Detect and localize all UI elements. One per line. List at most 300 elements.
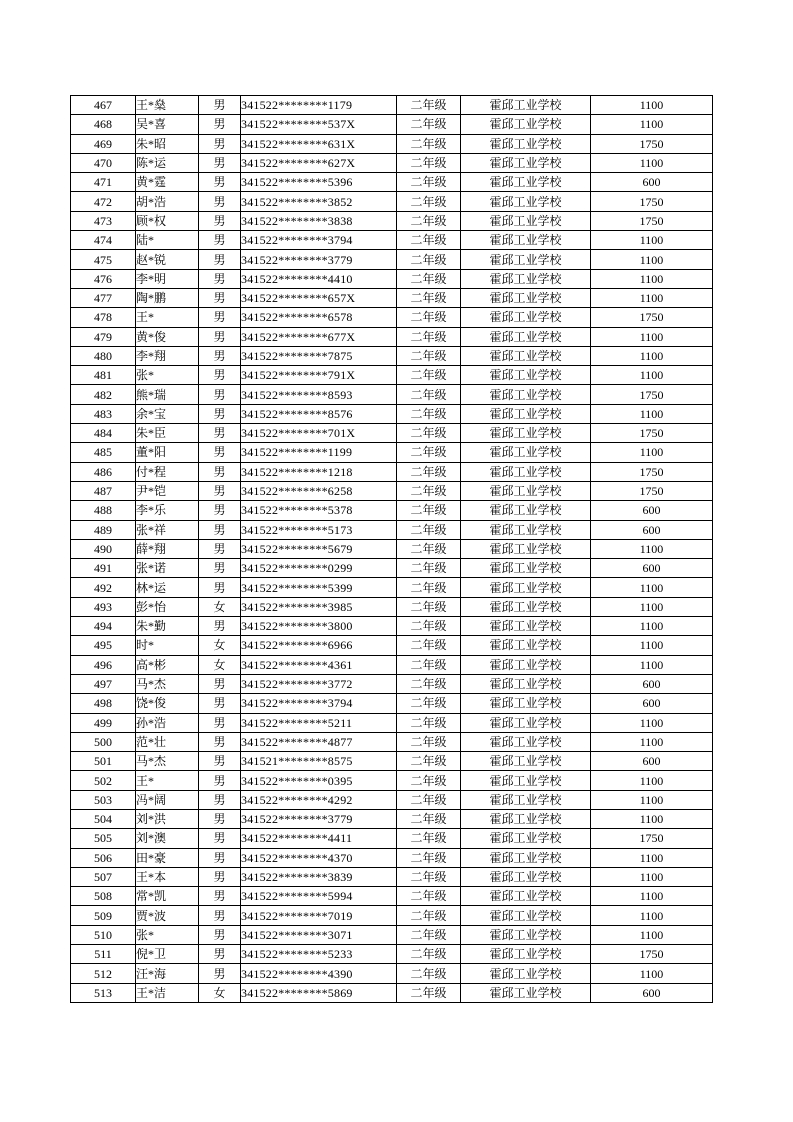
- cell-school: 霍邱工业学校: [461, 906, 591, 925]
- cell-gender: 男: [199, 443, 241, 462]
- cell-no: 467: [71, 96, 136, 115]
- cell-school: 霍邱工业学校: [461, 771, 591, 790]
- cell-amount: 600: [591, 520, 713, 539]
- cell-gender: 男: [199, 424, 241, 443]
- cell-no: 504: [71, 809, 136, 828]
- cell-grade: 二年级: [397, 887, 461, 906]
- cell-grade: 二年级: [397, 346, 461, 365]
- cell-school: 霍邱工业学校: [461, 964, 591, 983]
- table-row: [71, 462, 713, 481]
- cell-name: 付*程: [136, 462, 199, 481]
- cell-name: 时*: [136, 636, 199, 655]
- cell-grade: 二年级: [397, 945, 461, 964]
- cell-no: 499: [71, 713, 136, 732]
- cell-grade: 二年级: [397, 404, 461, 423]
- cell-gender: 男: [199, 713, 241, 732]
- cell-grade: 二年级: [397, 288, 461, 307]
- cell-gender: 男: [199, 346, 241, 365]
- table-row: [71, 578, 713, 597]
- cell-id: 341522********4410: [241, 269, 397, 288]
- cell-gender: 女: [199, 636, 241, 655]
- cell-grade: 二年级: [397, 462, 461, 481]
- cell-amount: 1750: [591, 945, 713, 964]
- cell-name: 李*乐: [136, 501, 199, 520]
- cell-gender: 男: [199, 192, 241, 211]
- cell-id: 341522********1199: [241, 443, 397, 462]
- table-row: [71, 288, 713, 307]
- cell-gender: 男: [199, 848, 241, 867]
- cell-id: 341522********7875: [241, 346, 397, 365]
- cell-school: 霍邱工业学校: [461, 520, 591, 539]
- cell-school: 霍邱工业学校: [461, 617, 591, 636]
- cell-gender: 男: [199, 462, 241, 481]
- cell-id: 341522********5994: [241, 887, 397, 906]
- cell-school: 霍邱工业学校: [461, 288, 591, 307]
- cell-gender: 男: [199, 829, 241, 848]
- cell-no: 475: [71, 250, 136, 269]
- cell-gender: 男: [199, 173, 241, 192]
- cell-grade: 二年级: [397, 771, 461, 790]
- cell-no: 497: [71, 674, 136, 693]
- cell-no: 500: [71, 732, 136, 751]
- cell-grade: 二年级: [397, 327, 461, 346]
- cell-id: 341522********4390: [241, 964, 397, 983]
- cell-id: 341522********6578: [241, 308, 397, 327]
- cell-id: 341522********631X: [241, 134, 397, 153]
- cell-school: 霍邱工业学校: [461, 250, 591, 269]
- table-row: [71, 559, 713, 578]
- table-row: [71, 539, 713, 558]
- cell-name: 朱*昭: [136, 134, 199, 153]
- cell-amount: 600: [591, 674, 713, 693]
- cell-school: 霍邱工业学校: [461, 559, 591, 578]
- cell-grade: 二年级: [397, 713, 461, 732]
- cell-id: 341522********3839: [241, 867, 397, 886]
- cell-school: 霍邱工业学校: [461, 443, 591, 462]
- cell-id: 341522********5679: [241, 539, 397, 558]
- cell-gender: 男: [199, 269, 241, 288]
- table-row: [71, 732, 713, 751]
- table-row: [71, 443, 713, 462]
- cell-grade: 二年级: [397, 925, 461, 944]
- cell-no: 502: [71, 771, 136, 790]
- table-row: [71, 694, 713, 713]
- table-row: [71, 790, 713, 809]
- cell-school: 霍邱工业学校: [461, 346, 591, 365]
- cell-name: 张*: [136, 366, 199, 385]
- cell-grade: 二年级: [397, 539, 461, 558]
- table-row: [71, 250, 713, 269]
- table-row: [71, 308, 713, 327]
- cell-no: 478: [71, 308, 136, 327]
- cell-school: 霍邱工业学校: [461, 887, 591, 906]
- cell-id: 341522********3985: [241, 597, 397, 616]
- cell-school: 霍邱工业学校: [461, 153, 591, 172]
- cell-name: 李*明: [136, 269, 199, 288]
- table-row: [71, 366, 713, 385]
- cell-name: 陈*运: [136, 153, 199, 172]
- cell-id: 341522********0395: [241, 771, 397, 790]
- cell-amount: 1100: [591, 732, 713, 751]
- cell-name: 马*杰: [136, 752, 199, 771]
- cell-name: 顾*权: [136, 211, 199, 230]
- cell-gender: 男: [199, 945, 241, 964]
- cell-amount: 600: [591, 501, 713, 520]
- cell-school: 霍邱工业学校: [461, 752, 591, 771]
- cell-name: 薛*翔: [136, 539, 199, 558]
- cell-gender: 男: [199, 867, 241, 886]
- cell-gender: 女: [199, 597, 241, 616]
- cell-no: 482: [71, 385, 136, 404]
- cell-no: 471: [71, 173, 136, 192]
- table-row: [71, 809, 713, 828]
- cell-gender: 男: [199, 520, 241, 539]
- cell-gender: 男: [199, 288, 241, 307]
- cell-name: 张*祥: [136, 520, 199, 539]
- table-row: [71, 964, 713, 983]
- cell-grade: 二年级: [397, 809, 461, 828]
- cell-grade: 二年级: [397, 655, 461, 674]
- cell-amount: 1750: [591, 211, 713, 230]
- cell-grade: 二年级: [397, 732, 461, 751]
- cell-gender: 男: [199, 964, 241, 983]
- cell-school: 霍邱工业学校: [461, 192, 591, 211]
- cell-gender: 男: [199, 771, 241, 790]
- cell-gender: 男: [199, 327, 241, 346]
- cell-id: 341522********3071: [241, 925, 397, 944]
- cell-no: 484: [71, 424, 136, 443]
- cell-no: 510: [71, 925, 136, 944]
- cell-name: 常*凯: [136, 887, 199, 906]
- cell-name: 张*诺: [136, 559, 199, 578]
- cell-no: 507: [71, 867, 136, 886]
- cell-amount: 1100: [591, 288, 713, 307]
- cell-amount: 1100: [591, 636, 713, 655]
- cell-name: 彭*怡: [136, 597, 199, 616]
- cell-school: 霍邱工业学校: [461, 115, 591, 134]
- cell-gender: 男: [199, 385, 241, 404]
- cell-school: 霍邱工业学校: [461, 327, 591, 346]
- cell-id: 341522********3800: [241, 617, 397, 636]
- cell-id: 341522********7019: [241, 906, 397, 925]
- cell-no: 469: [71, 134, 136, 153]
- table-row: [71, 346, 713, 365]
- cell-school: 霍邱工业学校: [461, 134, 591, 153]
- cell-gender: 女: [199, 655, 241, 674]
- cell-id: 341522********5869: [241, 983, 397, 1002]
- cell-gender: 男: [199, 211, 241, 230]
- table-row: [71, 231, 713, 250]
- cell-grade: 二年级: [397, 250, 461, 269]
- table-row: [71, 983, 713, 1002]
- cell-no: 509: [71, 906, 136, 925]
- table-row: [71, 481, 713, 500]
- cell-gender: 男: [199, 153, 241, 172]
- cell-id: 341522********791X: [241, 366, 397, 385]
- cell-gender: 男: [199, 308, 241, 327]
- cell-school: 霍邱工业学校: [461, 945, 591, 964]
- cell-amount: 1100: [591, 771, 713, 790]
- table-row: [71, 848, 713, 867]
- cell-name: 李*翔: [136, 346, 199, 365]
- cell-gender: 男: [199, 501, 241, 520]
- table-row: [71, 424, 713, 443]
- cell-id: 341522********0299: [241, 559, 397, 578]
- cell-amount: 1100: [591, 848, 713, 867]
- cell-id: 341522********3794: [241, 694, 397, 713]
- cell-grade: 二年级: [397, 520, 461, 539]
- cell-school: 霍邱工业学校: [461, 385, 591, 404]
- table-row: [71, 867, 713, 886]
- cell-id: 341522********6258: [241, 481, 397, 500]
- cell-school: 霍邱工业学校: [461, 655, 591, 674]
- cell-grade: 二年级: [397, 848, 461, 867]
- cell-school: 霍邱工业学校: [461, 96, 591, 115]
- cell-no: 470: [71, 153, 136, 172]
- cell-gender: 男: [199, 906, 241, 925]
- cell-gender: 男: [199, 887, 241, 906]
- cell-id: 341522********537X: [241, 115, 397, 134]
- cell-no: 472: [71, 192, 136, 211]
- cell-id: 341522********3779: [241, 809, 397, 828]
- cell-no: 483: [71, 404, 136, 423]
- cell-amount: 1100: [591, 809, 713, 828]
- cell-amount: 1100: [591, 366, 713, 385]
- table-row: [71, 674, 713, 693]
- cell-gender: 男: [199, 752, 241, 771]
- cell-grade: 二年级: [397, 559, 461, 578]
- cell-no: 491: [71, 559, 136, 578]
- cell-amount: 1100: [591, 597, 713, 616]
- cell-no: 490: [71, 539, 136, 558]
- cell-name: 尹*铠: [136, 481, 199, 500]
- table-row: [71, 636, 713, 655]
- cell-amount: 1100: [591, 346, 713, 365]
- cell-amount: 1750: [591, 134, 713, 153]
- cell-grade: 二年级: [397, 115, 461, 134]
- cell-gender: 男: [199, 96, 241, 115]
- cell-name: 赵*锐: [136, 250, 199, 269]
- cell-gender: 男: [199, 925, 241, 944]
- cell-id: 341522********5173: [241, 520, 397, 539]
- cell-amount: 1100: [591, 269, 713, 288]
- cell-school: 霍邱工业学校: [461, 983, 591, 1002]
- cell-amount: 1100: [591, 790, 713, 809]
- cell-grade: 二年级: [397, 173, 461, 192]
- cell-grade: 二年级: [397, 443, 461, 462]
- cell-gender: 男: [199, 134, 241, 153]
- cell-amount: 1100: [591, 964, 713, 983]
- cell-school: 霍邱工业学校: [461, 501, 591, 520]
- cell-name: 黄*俊: [136, 327, 199, 346]
- cell-id: 341522********4361: [241, 655, 397, 674]
- cell-school: 霍邱工业学校: [461, 173, 591, 192]
- cell-amount: 1100: [591, 115, 713, 134]
- cell-grade: 二年级: [397, 752, 461, 771]
- cell-amount: 1100: [591, 655, 713, 674]
- cell-amount: 600: [591, 173, 713, 192]
- cell-no: 501: [71, 752, 136, 771]
- cell-school: 霍邱工业学校: [461, 809, 591, 828]
- cell-name: 张*: [136, 925, 199, 944]
- cell-grade: 二年级: [397, 674, 461, 693]
- cell-name: 倪*卫: [136, 945, 199, 964]
- cell-id: 341522********3794: [241, 231, 397, 250]
- table-row: [71, 404, 713, 423]
- cell-grade: 二年级: [397, 636, 461, 655]
- cell-id: 341522********3779: [241, 250, 397, 269]
- cell-id: 341522********3838: [241, 211, 397, 230]
- cell-gender: 男: [199, 732, 241, 751]
- cell-name: 陆*: [136, 231, 199, 250]
- cell-name: 吴*喜: [136, 115, 199, 134]
- cell-grade: 二年级: [397, 790, 461, 809]
- cell-no: 505: [71, 829, 136, 848]
- cell-no: 485: [71, 443, 136, 462]
- cell-name: 王*: [136, 771, 199, 790]
- cell-gender: 男: [199, 481, 241, 500]
- cell-id: 341522********4411: [241, 829, 397, 848]
- cell-school: 霍邱工业学校: [461, 462, 591, 481]
- cell-gender: 男: [199, 404, 241, 423]
- cell-no: 476: [71, 269, 136, 288]
- cell-gender: 女: [199, 983, 241, 1002]
- cell-grade: 二年级: [397, 481, 461, 500]
- cell-name: 田*豪: [136, 848, 199, 867]
- cell-grade: 二年级: [397, 308, 461, 327]
- cell-id: 341522********3772: [241, 674, 397, 693]
- cell-amount: 1100: [591, 867, 713, 886]
- cell-school: 霍邱工业学校: [461, 867, 591, 886]
- table-row: [71, 520, 713, 539]
- cell-name: 黄*霆: [136, 173, 199, 192]
- cell-no: 498: [71, 694, 136, 713]
- cell-gender: 男: [199, 366, 241, 385]
- cell-id: 341522********8593: [241, 385, 397, 404]
- cell-name: 朱*勤: [136, 617, 199, 636]
- cell-grade: 二年级: [397, 578, 461, 597]
- table-row: [71, 617, 713, 636]
- cell-amount: 1750: [591, 192, 713, 211]
- cell-no: 468: [71, 115, 136, 134]
- table-row: [71, 385, 713, 404]
- cell-grade: 二年级: [397, 829, 461, 848]
- table-row: [71, 173, 713, 192]
- cell-amount: 1100: [591, 96, 713, 115]
- cell-amount: 1100: [591, 443, 713, 462]
- cell-amount: 1100: [591, 713, 713, 732]
- cell-id: 341522********5399: [241, 578, 397, 597]
- cell-grade: 二年级: [397, 597, 461, 616]
- cell-grade: 二年级: [397, 964, 461, 983]
- cell-grade: 二年级: [397, 153, 461, 172]
- cell-grade: 二年级: [397, 385, 461, 404]
- cell-name: 陶*鹏: [136, 288, 199, 307]
- cell-amount: 1100: [591, 231, 713, 250]
- cell-name: 董*阳: [136, 443, 199, 462]
- cell-id: 341522********6966: [241, 636, 397, 655]
- cell-grade: 二年级: [397, 134, 461, 153]
- cell-id: 341522********4370: [241, 848, 397, 867]
- table-row: [71, 597, 713, 616]
- cell-no: 494: [71, 617, 136, 636]
- cell-gender: 男: [199, 578, 241, 597]
- cell-no: 506: [71, 848, 136, 867]
- cell-gender: 男: [199, 674, 241, 693]
- cell-gender: 男: [199, 809, 241, 828]
- cell-name: 冯*阔: [136, 790, 199, 809]
- cell-no: 492: [71, 578, 136, 597]
- cell-no: 511: [71, 945, 136, 964]
- cell-school: 霍邱工业学校: [461, 925, 591, 944]
- cell-id: 341522********8576: [241, 404, 397, 423]
- cell-amount: 1100: [591, 887, 713, 906]
- cell-id: 341522********5233: [241, 945, 397, 964]
- cell-grade: 二年级: [397, 501, 461, 520]
- table-row: [71, 115, 713, 134]
- cell-amount: 600: [591, 559, 713, 578]
- cell-name: 胡*浩: [136, 192, 199, 211]
- cell-grade: 二年级: [397, 96, 461, 115]
- cell-grade: 二年级: [397, 617, 461, 636]
- cell-no: 480: [71, 346, 136, 365]
- cell-school: 霍邱工业学校: [461, 597, 591, 616]
- cell-amount: 600: [591, 752, 713, 771]
- cell-grade: 二年级: [397, 231, 461, 250]
- cell-no: 488: [71, 501, 136, 520]
- cell-amount: 1750: [591, 385, 713, 404]
- table-row: [71, 96, 713, 115]
- table-row: [71, 655, 713, 674]
- cell-school: 霍邱工业学校: [461, 269, 591, 288]
- cell-no: 479: [71, 327, 136, 346]
- cell-amount: 1100: [591, 617, 713, 636]
- cell-gender: 男: [199, 790, 241, 809]
- cell-amount: 1100: [591, 539, 713, 558]
- cell-amount: 1100: [591, 906, 713, 925]
- table-row: [71, 269, 713, 288]
- cell-name: 朱*臣: [136, 424, 199, 443]
- cell-amount: 600: [591, 694, 713, 713]
- cell-grade: 二年级: [397, 983, 461, 1002]
- cell-amount: 1750: [591, 481, 713, 500]
- cell-grade: 二年级: [397, 906, 461, 925]
- cell-school: 霍邱工业学校: [461, 636, 591, 655]
- cell-name: 余*宝: [136, 404, 199, 423]
- cell-id: 341522********5211: [241, 713, 397, 732]
- cell-gender: 男: [199, 539, 241, 558]
- cell-name: 刘*澳: [136, 829, 199, 848]
- table-row: [71, 945, 713, 964]
- cell-school: 霍邱工业学校: [461, 539, 591, 558]
- table-row: [71, 771, 713, 790]
- cell-id: 341521********8575: [241, 752, 397, 771]
- cell-name: 汪*海: [136, 964, 199, 983]
- cell-name: 马*杰: [136, 674, 199, 693]
- cell-name: 王*本: [136, 867, 199, 886]
- cell-no: 487: [71, 481, 136, 500]
- cell-name: 范*壮: [136, 732, 199, 751]
- cell-gender: 男: [199, 694, 241, 713]
- cell-no: 473: [71, 211, 136, 230]
- cell-id: 341522********1218: [241, 462, 397, 481]
- cell-amount: 1100: [591, 327, 713, 346]
- table-row: [71, 211, 713, 230]
- cell-no: 486: [71, 462, 136, 481]
- cell-amount: 1100: [591, 153, 713, 172]
- cell-school: 霍邱工业学校: [461, 481, 591, 500]
- cell-amount: 1100: [591, 250, 713, 269]
